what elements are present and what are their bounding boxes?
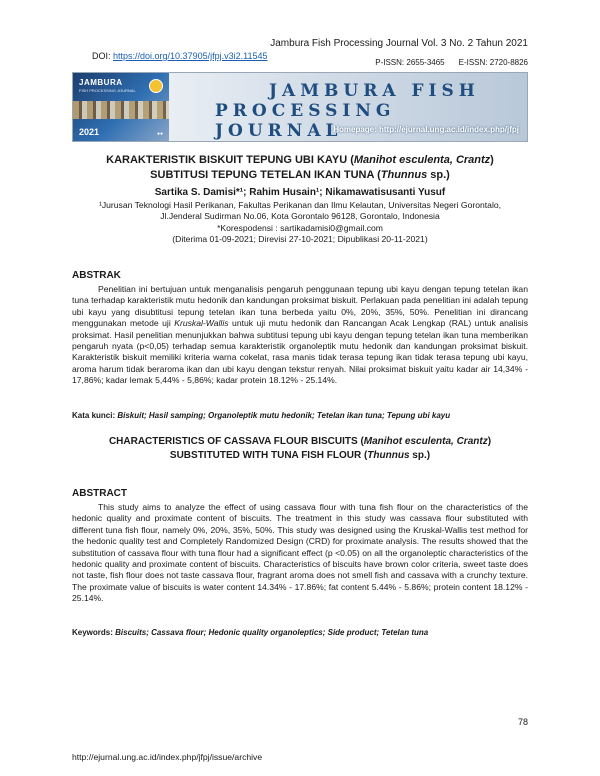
abstract-text: This study aims to analyze the effect of using cassava flour with tuna fish flour on the characteristics of the hedonic quality and proximate content of biscuits. The treatment in this study was cassava flour substituted with different tuna fish flour, namely 0%, 20%, 35%, 50%. This study was designed using the Kruskal-Wallis test method for the hedonic quality test and Completely Randomized Design (CRD) for proximate analysis. The results showed that the substitution of cassava flour with tuna flour had a significant effect (p <0.05) on all the organoleptic characteristics of the hedonic quality and proximate content of biscuits. Characteristics of biscuits have brown color criteria, sweet taste does not taste, fish flour does not taste cassava flour, fragrant aroma does not smell fish and cassava with a crunchy texture. The proximate value of biscuits is water content 14.34% - 17.86%; fat content 5.44% - 5.86%; protein content 18.12% - 25.14%. [72,502,528,604]
doi-line [92,51,267,61]
abstrak-text-italic: Kruskal-Wallis [174,318,229,329]
correspondence-line: *Korespodensi : sartikadamisi0@gmail.com [217,222,383,233]
paper-title-id [72,153,528,183]
title-part: ) [490,154,494,166]
paper-title-en [72,435,528,463]
journal-masthead [169,73,527,141]
abstrak-heading: ABSTRAK [72,270,121,281]
title-scientific-name: Thunnus [380,169,428,181]
keywords-values: Biscuits; Cassava flour; Hedonic quality organoleptics; Side product; Tetelan tuna [115,628,429,637]
affiliation-block [72,200,528,246]
abstract-heading: ABSTRACT [72,488,127,499]
journal-cover-image [73,73,169,141]
title-part: KARAKTERISTIK BISKUIT TEPUNG UBI KAYU ( [106,154,354,166]
keywords-label: Keywords: [72,628,116,637]
title-scientific-name: Thunnus [367,450,410,461]
title-part: ) [487,436,492,447]
e-issn: E-ISSN: 2720-8826 [458,58,528,67]
kata-kunci-label: Kata kunci: [72,411,118,420]
issn-line [361,58,528,67]
title-scientific-name: Manihot esculenta, Crantz [353,154,491,166]
keywords-line [72,628,528,637]
page-number: 78 [517,717,528,727]
university-logo-icon [149,79,163,93]
affiliation-line-2: Jl.Jenderal Sudirman No.06, Kota Gorontalo 96128, Gorontalo, Indonesia [160,211,440,222]
title-scientific-name: Manihot esculenta, Crantz [363,436,488,447]
cover-photo-band [73,101,169,119]
publisher-mark-icon: ●● [156,131,163,137]
masthead-line-1: JAMBURA FISH [269,81,480,101]
title-part: sp.) [409,450,431,461]
title-part: SUBTITUSI TEPUNG TETELAN IKAN TUNA ( [150,169,381,181]
cover-subtitle: FISH PROCESSING JOURNAL [79,88,136,93]
doi-link[interactable]: https://doi.org/10.37905/jfpj.v3i2.11545 [113,51,268,61]
title-part: SUBSTITUTED WITH TUNA FISH FLOUR ( [169,450,368,461]
title-part: sp.) [427,169,450,181]
p-issn: P-ISSN: 2655-3465 [375,58,445,67]
cover-year: 2021 [79,127,100,137]
title-part: CHARACTERISTICS OF CASSAVA FLOUR BISCUITS ( [108,436,364,447]
author-list: Sartika S. Damisi*¹; Rahim Husain¹; Nikamawatisusanti Yusuf [154,187,446,198]
kata-kunci-values: Biskuit; Hasil samping; Organoleptik mutu hedonik; Tetelan ikan tuna; Tepung ubi kayu [117,411,451,420]
dates-line: (Diterima 01-09-2021; Direvisi 27-10-2021; Dipublikasi 20-11-2021) [172,234,428,245]
doi-label: DOI: [92,51,114,61]
abstrak-text [72,284,528,387]
cover-title: JAMBURA [79,78,123,87]
abstrak-text-part: untuk uji mutu hedonik dan Rancangan Acak Lengkap (RAL) untuk analisis proksimat. Hasil penelitian menunjukkan bahwa subtitusi tepung ubi kayu dengan tepung tetelan ikan tuna memberikan pengaruh nyata (p<0,05) terhadap semua karakteristik organoleptik mutu hedonik dan kandungan proksimat biskuit. Karakteristik biskuit memiliki kriteria warna cokelat, rasa manis tidak terasa tepung ikan tidak terasa tepung ubi kayu, aroma harum tidak beraroma ikan dan ubi kayu dengan tekstur renyah. Nilai proksimat biskuit yaitu kadar air 14,34% - 17,86%; kadar lemak 5,44% - 5,86%; kadar protein 18.12% - 25.14%. [72,318,528,386]
kata-kunci-line [72,411,528,420]
journal-banner [72,72,528,142]
footer-url: http://ejurnal.ung.ac.id/index.php/jfpj/issue/archive [72,752,263,762]
journal-citation-line: Jambura Fish Processing Journal Vol. 3 No. 2 Tahun 2021 [270,38,528,49]
abstrak-text-part: Penelitian ini bertujuan untuk menganalisis pengaruh penggunaan tepung ubi kayu dengan tepung tetelan ikan tuna terhadap karakteristik mutu hedonik dan kandungan proksimat biskuit. Perlakuan pada penelitian ini adalah tepung ubi kayu yang disubtitusi tepung tetelan ikan tuna berbeda yaitu 0%, 20%, 35%, 50%. Penelitian ini dirancang menggunakan metode uji [72,284,528,329]
affiliation-line-1: ¹Jurusan Teknologi Hasil Perikanan, Fakultas Perikanan dan Ilmu Kelautan, Universitas Negeri Gorontalo, [98,200,502,210]
masthead-homepage: Homepage: http://ejurnal.ung.ac.id/index.php/jfpj [333,125,519,134]
masthead-line-2: PROCESSING JOURNAL [215,101,396,141]
